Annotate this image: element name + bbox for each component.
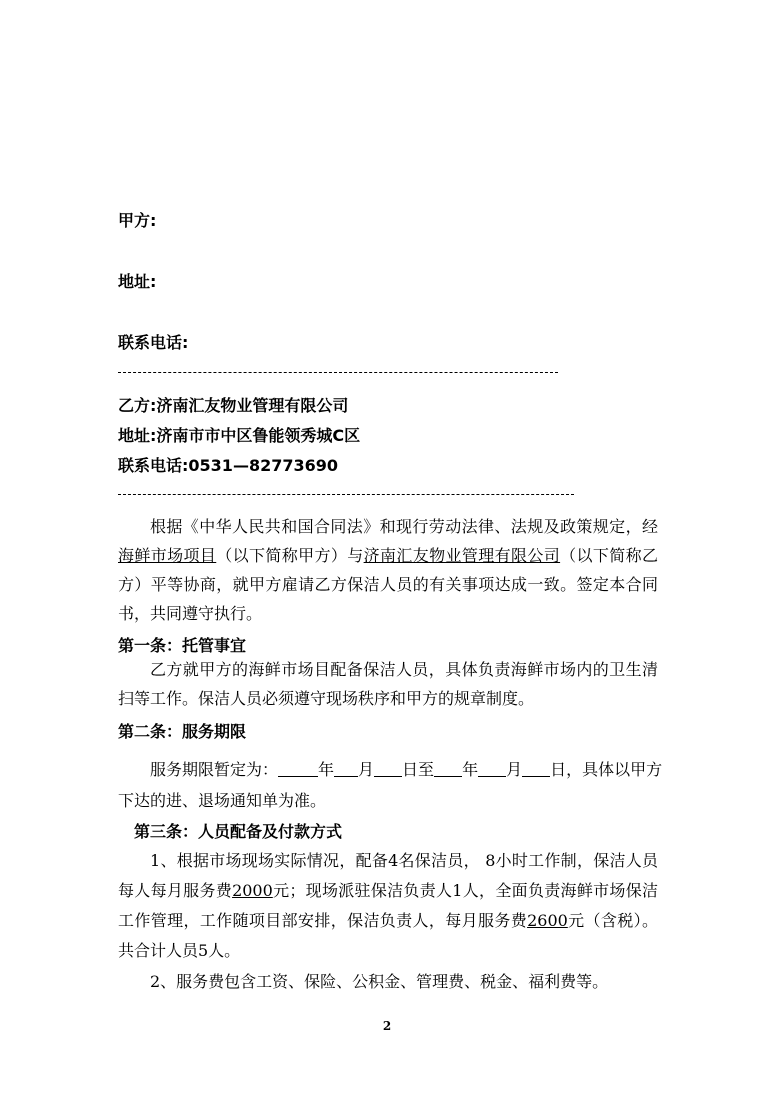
year-label: 年 bbox=[318, 760, 335, 779]
project-name: 海鲜市场项目 bbox=[118, 546, 217, 565]
party-b-phone-label: 联系电话: bbox=[118, 456, 189, 475]
party-a-phone-label: 联系电话: bbox=[118, 333, 189, 352]
party-a-address-label: 地址: bbox=[118, 272, 157, 291]
blank-month-end bbox=[478, 760, 506, 777]
item-text: 1、根据市场现场实际情况，配备4名保洁员， 8小时工作制，保洁人员每人每月服务费 bbox=[118, 851, 658, 900]
article-3-title: 第三条：人员配备及付款方式 bbox=[134, 822, 343, 841]
article-2-title: 第二条：服务期限 bbox=[118, 722, 247, 741]
blank-year-start bbox=[278, 760, 318, 777]
article-3-item-2: 2、服务费包含工资、保险、公积金、管理费、税金、福利费等。 bbox=[150, 972, 609, 991]
service-period-line-2: 下达的进、退场通知单为准。 bbox=[118, 791, 327, 810]
party-b-address-line bbox=[118, 426, 360, 446]
party-a-label: 甲方: bbox=[118, 211, 157, 230]
intro-text: 根据《中华人民共和国合同法》和现行劳动法律、法规及政策规定，经 bbox=[150, 517, 658, 536]
blank-year-end bbox=[434, 760, 462, 777]
divider bbox=[118, 494, 574, 495]
party-b-label: 乙方: bbox=[118, 396, 157, 415]
year-label: 年 bbox=[462, 760, 479, 779]
item-text: 元；现场派驻保洁负责人1人，全面负责海鲜市场保洁工作管理，工作随项目部安排，保洁负责人，每月服务费 bbox=[118, 881, 658, 930]
party-b-address-label: 地址: bbox=[118, 426, 157, 445]
blank-month-start bbox=[334, 760, 358, 777]
divider bbox=[118, 372, 558, 373]
day-end-label: 日，具体以甲方 bbox=[550, 760, 663, 779]
article-3-item-1 bbox=[118, 846, 658, 966]
service-period-line bbox=[150, 760, 662, 780]
month-label: 月 bbox=[506, 760, 523, 779]
party-b-name-line bbox=[118, 396, 348, 416]
party-b-name: 济南汇友物业管理有限公司 bbox=[156, 396, 349, 415]
intro-paragraph bbox=[118, 512, 658, 628]
intro-text: （以下简称乙方）平等协商，就甲方雇请乙方保洁人员的有关事项达成一致。签定本合同书，共同遵守执行。 bbox=[118, 546, 658, 623]
day-to-label: 日至 bbox=[402, 760, 435, 779]
blank-day-start bbox=[374, 760, 402, 777]
party-b-phone: 0531—82773690 bbox=[188, 456, 338, 475]
item-text: 元（含税）。共合计人员5人。 bbox=[118, 911, 658, 960]
party-b-phone-line bbox=[118, 456, 338, 476]
month-label: 月 bbox=[358, 760, 375, 779]
fee-supervisor: 2600 bbox=[527, 911, 568, 930]
blank-day-end bbox=[522, 760, 550, 777]
service-period-prefix: 服务期限暂定为： bbox=[150, 760, 279, 779]
fee-staff: 2000 bbox=[232, 881, 273, 900]
article-1-title: 第一条：托管事宜 bbox=[118, 636, 247, 655]
company-name: 济南汇友物业管理有限公司 bbox=[363, 546, 561, 565]
page-number: 2 bbox=[382, 1019, 392, 1033]
party-b-address: 济南市市中区鲁能领秀城C区 bbox=[156, 426, 361, 445]
intro-text: （以下简称甲方）与 bbox=[216, 546, 364, 565]
article-1-text: 乙方就甲方的海鲜市场目配备保洁人员，具体负责海鲜市场内的卫生清扫等工作。保洁人员必须遵守现场秩序和甲方的规章制度。 bbox=[118, 660, 658, 708]
